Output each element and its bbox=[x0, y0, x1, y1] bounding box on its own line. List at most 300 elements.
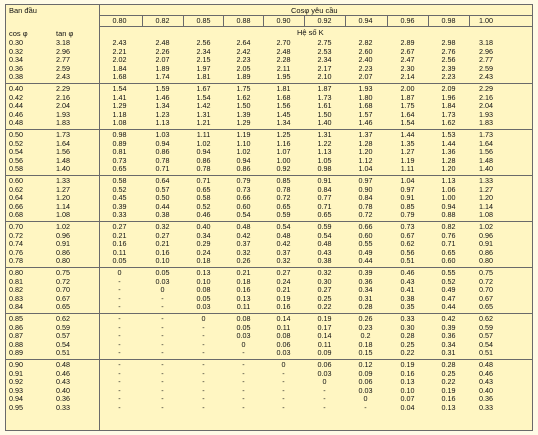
k-value: 0.70 bbox=[479, 285, 493, 295]
k-value: 0.72 bbox=[276, 193, 291, 203]
k-value: - bbox=[364, 403, 367, 412]
k-value: 0.19 bbox=[400, 360, 415, 369]
row-tan-phi: 0.36 bbox=[56, 394, 70, 404]
k-value: 0.73 bbox=[400, 222, 415, 231]
row-cos-phi: 0.56 bbox=[9, 155, 23, 165]
k-value: 0.11 bbox=[112, 247, 127, 257]
k-value: 0.91 bbox=[400, 193, 415, 203]
row-cos-phi: 0.85 bbox=[9, 314, 23, 323]
row-tan-phi: 1.56 bbox=[56, 147, 70, 157]
k-value: 0.28 bbox=[400, 331, 415, 341]
k-value: 2.82 bbox=[358, 38, 373, 47]
k-value: 0.67 bbox=[479, 293, 493, 303]
k-value: 0.22 bbox=[317, 302, 332, 312]
k-value: 0.40 bbox=[196, 222, 211, 231]
row-tan-phi: 2.04 bbox=[56, 101, 70, 111]
k-value: - bbox=[118, 293, 121, 303]
k-value: 1.46 bbox=[155, 92, 170, 102]
row-tan-phi: 1.27 bbox=[56, 184, 70, 194]
k-value: 0.16 bbox=[276, 302, 291, 312]
row-cos-phi: 0.52 bbox=[9, 138, 23, 148]
k-value: - bbox=[118, 331, 121, 341]
row-cos-phi: 0.34 bbox=[9, 55, 23, 65]
k-value: - bbox=[118, 368, 121, 378]
k-value: 0.52 bbox=[112, 184, 127, 194]
target-cos-value: 0.82 bbox=[155, 16, 170, 25]
k-value: 2.96 bbox=[479, 46, 493, 56]
k-value: 1.48 bbox=[479, 155, 493, 165]
k-value: 1.20 bbox=[441, 164, 456, 174]
k-value: 0.05 bbox=[196, 293, 211, 303]
row-cos-phi: 0.32 bbox=[9, 46, 23, 56]
k-value: - bbox=[118, 322, 121, 332]
k-value: 2.70 bbox=[276, 38, 291, 47]
k-value: 0.19 bbox=[441, 385, 456, 395]
row-tan-phi: 0.40 bbox=[56, 385, 70, 395]
row-cos-phi: 0.48 bbox=[9, 118, 23, 128]
k-value: 0.29 bbox=[196, 239, 211, 249]
k-value: 1.68 bbox=[276, 92, 291, 102]
k-value: - bbox=[161, 385, 164, 395]
k-value: - bbox=[202, 348, 205, 358]
k-value: 1.54 bbox=[400, 118, 415, 128]
k-value: 0.78 bbox=[358, 201, 373, 211]
k-value: 0.38 bbox=[400, 293, 415, 303]
k-value: - bbox=[161, 348, 164, 358]
k-value: 1.04 bbox=[358, 164, 373, 174]
k-value: 2.23 bbox=[236, 55, 251, 65]
k-value: 0.04 bbox=[400, 403, 415, 412]
k-value: 0.16 bbox=[155, 247, 170, 257]
header-required-cos: Cosφ yêu cầu bbox=[291, 6, 338, 15]
k-value: 1.89 bbox=[155, 63, 170, 73]
k-value: 0.66 bbox=[358, 222, 373, 231]
target-cos-value: 0.85 bbox=[196, 16, 211, 25]
row-tan-phi: 0.86 bbox=[56, 247, 70, 257]
row-cos-phi: 0.44 bbox=[9, 101, 23, 111]
k-value: - bbox=[202, 403, 205, 412]
k-value: 1.50 bbox=[317, 109, 332, 119]
k-value: - bbox=[118, 377, 121, 387]
k-value: 1.31 bbox=[317, 130, 332, 139]
k-value: 1.20 bbox=[479, 193, 493, 203]
k-value: 0.98 bbox=[112, 130, 127, 139]
row-cos-phi: 0.60 bbox=[9, 176, 23, 185]
k-value: 0.55 bbox=[358, 239, 373, 249]
k-value: 0.32 bbox=[155, 222, 170, 231]
k-value: - bbox=[242, 368, 245, 378]
header-initial: Ban đầu bbox=[9, 6, 37, 15]
k-value: 1.87 bbox=[317, 84, 332, 93]
k-value: - bbox=[202, 331, 205, 341]
row-cos-phi: 0.42 bbox=[9, 92, 23, 102]
k-value: 1.57 bbox=[358, 109, 373, 119]
k-value: 0 bbox=[241, 339, 246, 349]
k-value: 1.04 bbox=[400, 176, 415, 185]
k-value: 0.51 bbox=[479, 348, 493, 358]
row-tan-phi: 2.96 bbox=[56, 46, 70, 56]
k-value: 0.33 bbox=[112, 210, 127, 220]
k-value: 0.54 bbox=[479, 339, 493, 349]
k-value: 1.19 bbox=[236, 130, 251, 139]
row-cos-phi: 0.94 bbox=[9, 394, 23, 404]
k-value: 0.24 bbox=[276, 276, 291, 286]
k-value: 0.42 bbox=[441, 314, 456, 323]
row-tan-phi: 0.75 bbox=[56, 268, 70, 277]
k-value: - bbox=[118, 403, 121, 412]
target-column-divider bbox=[263, 15, 264, 27]
k-value: 2.10 bbox=[317, 72, 332, 82]
k-value: - bbox=[242, 377, 245, 387]
row-tan-phi: 1.02 bbox=[56, 222, 70, 231]
k-value: - bbox=[161, 314, 164, 323]
k-value: 1.19 bbox=[400, 155, 415, 165]
k-value: 2.98 bbox=[441, 38, 456, 47]
k-value: - bbox=[161, 368, 164, 378]
k-value: 0.44 bbox=[358, 256, 373, 266]
k-value: 1.39 bbox=[236, 109, 251, 119]
k-value: 0.59 bbox=[317, 222, 332, 231]
k-value: 0.06 bbox=[358, 377, 373, 387]
row-cos-phi: 0.83 bbox=[9, 293, 23, 303]
k-value: - bbox=[118, 394, 121, 404]
k-value: 1.93 bbox=[479, 109, 493, 119]
k-value: 0.42 bbox=[276, 239, 291, 249]
k-value: 2.17 bbox=[317, 63, 332, 73]
row-tan-phi: 0.54 bbox=[56, 339, 70, 349]
k-value: 1.68 bbox=[358, 101, 373, 111]
k-value: 0.71 bbox=[317, 201, 332, 211]
k-value: 0.94 bbox=[196, 147, 211, 157]
k-value: - bbox=[118, 276, 121, 286]
k-value: 2.23 bbox=[358, 63, 373, 73]
k-value: 0.84 bbox=[317, 184, 332, 194]
header-tan-phi: tan φ bbox=[56, 29, 74, 38]
k-value: 1.54 bbox=[112, 84, 127, 93]
k-value: 0.71 bbox=[441, 239, 456, 249]
header-coefficient-k: Hệ số K bbox=[297, 28, 324, 37]
k-value: 2.34 bbox=[317, 55, 332, 65]
k-value: 0.54 bbox=[276, 222, 291, 231]
k-value: 0.59 bbox=[276, 210, 291, 220]
k-value: - bbox=[282, 368, 285, 378]
k-value: 0.75 bbox=[479, 268, 493, 277]
target-cos-value: 1.00 bbox=[479, 16, 493, 25]
row-cos-phi: 0.72 bbox=[9, 230, 23, 240]
k-value: 1.56 bbox=[276, 101, 291, 111]
row-cos-phi: 0.74 bbox=[9, 239, 23, 249]
target-row-divider bbox=[99, 26, 533, 27]
k-value: 0.39 bbox=[441, 322, 456, 332]
k-value: 0.35 bbox=[400, 302, 415, 312]
k-value: 2.30 bbox=[400, 63, 415, 73]
row-cos-phi: 0.62 bbox=[9, 184, 23, 194]
k-value: 0.86 bbox=[236, 164, 251, 174]
target-column-divider bbox=[142, 15, 143, 27]
k-value: - bbox=[282, 377, 285, 387]
header-cos-phi: cos φ bbox=[9, 29, 28, 38]
k-value: 1.10 bbox=[236, 138, 251, 148]
row-tan-phi: 0.46 bbox=[56, 368, 70, 378]
row-tan-phi: 3.18 bbox=[56, 38, 70, 47]
k-value: 2.29 bbox=[479, 84, 493, 93]
row-cos-phi: 0.70 bbox=[9, 222, 23, 231]
k-value: 1.81 bbox=[276, 84, 291, 93]
k-value: 0 bbox=[363, 394, 368, 404]
k-value: - bbox=[282, 403, 285, 412]
k-value: 1.62 bbox=[236, 92, 251, 102]
k-value: - bbox=[202, 360, 205, 369]
k-value: 2.16 bbox=[479, 92, 493, 102]
row-cos-phi: 0.86 bbox=[9, 322, 23, 332]
k-value: 0.77 bbox=[317, 193, 332, 203]
k-value: 0.44 bbox=[441, 302, 456, 312]
k-value: 0.79 bbox=[400, 210, 415, 220]
row-cos-phi: 0.58 bbox=[9, 164, 23, 174]
k-value: 0.49 bbox=[441, 285, 456, 295]
k-value: 0.26 bbox=[358, 314, 373, 323]
k-value: 0.58 bbox=[112, 176, 127, 185]
k-value: 0.21 bbox=[155, 239, 170, 249]
row-cos-phi: 0.87 bbox=[9, 331, 23, 341]
k-value: 1.40 bbox=[479, 164, 493, 174]
k-value: 2.09 bbox=[441, 84, 456, 93]
k-value: 2.28 bbox=[276, 55, 291, 65]
k-value: 0.05 bbox=[112, 256, 127, 266]
target-cos-value: 0.90 bbox=[276, 16, 291, 25]
k-value: 1.97 bbox=[196, 63, 211, 73]
k-value: 0.71 bbox=[155, 164, 170, 174]
k-value: 1.64 bbox=[479, 138, 493, 148]
k-value: 0.27 bbox=[276, 268, 291, 277]
row-cos-phi: 0.76 bbox=[9, 247, 23, 257]
k-value: 2.42 bbox=[236, 46, 251, 56]
k-value: 1.07 bbox=[276, 147, 291, 157]
row-cos-phi: 0.40 bbox=[9, 84, 23, 93]
k-value: 1.64 bbox=[400, 109, 415, 119]
row-tan-phi: 2.29 bbox=[56, 84, 70, 93]
k-value: 0 bbox=[281, 360, 286, 369]
k-value: 0.60 bbox=[236, 201, 251, 211]
k-value: 0.03 bbox=[276, 348, 291, 358]
k-value: - bbox=[118, 314, 121, 323]
row-cos-phi: 0.30 bbox=[9, 38, 23, 47]
k-value: 0.91 bbox=[317, 176, 332, 185]
k-value: 0.49 bbox=[358, 247, 373, 257]
k-value: 0.73 bbox=[112, 155, 127, 165]
k-value: 1.89 bbox=[236, 72, 251, 82]
k-value: 1.00 bbox=[276, 155, 291, 165]
k-value: 0.14 bbox=[317, 331, 332, 341]
k-value: 2.60 bbox=[358, 46, 373, 56]
k-value: 0.78 bbox=[276, 184, 291, 194]
k-value: 0.19 bbox=[276, 293, 291, 303]
k-value: 1.75 bbox=[236, 84, 251, 93]
k-value: 0.32 bbox=[236, 247, 251, 257]
k-value: 1.21 bbox=[196, 118, 211, 128]
k-value: - bbox=[161, 339, 164, 349]
k-value: 0.59 bbox=[479, 322, 493, 332]
target-cos-value: 0.96 bbox=[400, 16, 415, 25]
k-value: 1.84 bbox=[441, 101, 456, 111]
k-value: 0.08 bbox=[276, 331, 291, 341]
k-value: 0.71 bbox=[196, 176, 211, 185]
k-value: - bbox=[202, 377, 205, 387]
k-value: 2.15 bbox=[196, 55, 211, 65]
k-value: 0.33 bbox=[479, 403, 493, 412]
k-value: 0.54 bbox=[317, 230, 332, 240]
k-value: 0.34 bbox=[358, 285, 373, 295]
k-value: 0.22 bbox=[441, 377, 456, 387]
k-value: 0.85 bbox=[400, 201, 415, 211]
k-value: 0.65 bbox=[441, 247, 456, 257]
k-value: 1.61 bbox=[317, 101, 332, 111]
k-value: 1.37 bbox=[358, 130, 373, 139]
k-value: 0.28 bbox=[358, 302, 373, 312]
k-value: 0.10 bbox=[400, 385, 415, 395]
k-value: 0.65 bbox=[112, 164, 127, 174]
k-value: 1.73 bbox=[317, 92, 332, 102]
k-value: 1.68 bbox=[112, 72, 127, 82]
k-value: 0.42 bbox=[236, 230, 251, 240]
k-value: 0.88 bbox=[441, 210, 456, 220]
k-value: 0.72 bbox=[358, 210, 373, 220]
k-value: 1.96 bbox=[441, 92, 456, 102]
row-cos-phi: 0.68 bbox=[9, 210, 23, 220]
k-value: 1.27 bbox=[400, 147, 415, 157]
k-value: 0.32 bbox=[276, 256, 291, 266]
k-value: 1.11 bbox=[196, 130, 211, 139]
k-value: 0.37 bbox=[236, 239, 251, 249]
k-value: 1.11 bbox=[400, 164, 415, 174]
k-value: 0.13 bbox=[400, 377, 415, 387]
k-value: 0.45 bbox=[112, 193, 127, 203]
k-value: 3.18 bbox=[479, 38, 493, 47]
k-value: 0.65 bbox=[276, 201, 291, 211]
k-value: 0.41 bbox=[400, 285, 415, 295]
target-cos-value: 0.94 bbox=[358, 16, 373, 25]
k-value: 2.00 bbox=[400, 84, 415, 93]
k-value: 0.27 bbox=[112, 222, 127, 231]
k-value: 0 bbox=[160, 285, 165, 295]
k-value: - bbox=[118, 285, 121, 295]
row-tan-phi: 1.14 bbox=[56, 201, 70, 211]
k-value: 0.65 bbox=[196, 184, 211, 194]
k-value: - bbox=[161, 403, 164, 412]
row-tan-phi: 0.51 bbox=[56, 348, 70, 358]
target-cos-value: 0.88 bbox=[236, 16, 251, 25]
k-value: 2.07 bbox=[358, 72, 373, 82]
target-column-divider bbox=[345, 15, 346, 27]
k-value: 0 bbox=[322, 377, 327, 387]
k-value: 0.39 bbox=[358, 268, 373, 277]
k-value: 0.18 bbox=[236, 276, 251, 286]
k-value: 0.16 bbox=[112, 239, 127, 249]
k-value: 0.78 bbox=[196, 164, 211, 174]
k-value: - bbox=[242, 385, 245, 395]
k-value: 0.21 bbox=[236, 268, 251, 277]
k-value: 0.43 bbox=[479, 377, 493, 387]
k-value: 0.28 bbox=[441, 360, 456, 369]
k-value: 0.32 bbox=[317, 268, 332, 277]
k-value: 0.60 bbox=[441, 256, 456, 266]
k-value: 2.26 bbox=[155, 46, 170, 56]
target-column-divider bbox=[304, 15, 305, 27]
k-value: 0.54 bbox=[236, 210, 251, 220]
k-value: 2.47 bbox=[400, 55, 415, 65]
k-value: - bbox=[118, 360, 121, 369]
k-value: 0.43 bbox=[317, 247, 332, 257]
k-value: 0.19 bbox=[317, 314, 332, 323]
k-value: 0.58 bbox=[196, 193, 211, 203]
k-value: 1.08 bbox=[479, 210, 493, 220]
k-value: 1.93 bbox=[358, 84, 373, 93]
k-value: 1.81 bbox=[196, 72, 211, 82]
k-value: 0.66 bbox=[236, 193, 251, 203]
k-value: 1.25 bbox=[276, 130, 291, 139]
row-tan-phi: 2.43 bbox=[56, 72, 70, 82]
k-value: - bbox=[118, 385, 121, 395]
k-value: 0.03 bbox=[358, 385, 373, 395]
k-value: 2.34 bbox=[196, 46, 211, 56]
k-value: - bbox=[323, 394, 326, 404]
k-value: 1.02 bbox=[196, 138, 211, 148]
k-value: 0.79 bbox=[236, 176, 251, 185]
k-value: 1.33 bbox=[479, 176, 493, 185]
k-value: 0.09 bbox=[317, 348, 332, 358]
k-value: - bbox=[161, 377, 164, 387]
k-value: 1.40 bbox=[317, 118, 332, 128]
k-value: 0.08 bbox=[196, 285, 211, 295]
k-value: 0 bbox=[117, 268, 122, 277]
k-value: - bbox=[161, 331, 164, 341]
k-value: 1.02 bbox=[479, 222, 493, 231]
k-value: 1.08 bbox=[112, 118, 127, 128]
row-tan-phi: 1.40 bbox=[56, 164, 70, 174]
k-value: 0.47 bbox=[441, 293, 456, 303]
k-value: 1.31 bbox=[196, 109, 211, 119]
k-value: 1.20 bbox=[358, 147, 373, 157]
k-value: 0.2 bbox=[360, 331, 371, 341]
k-value: 2.39 bbox=[441, 63, 456, 73]
k-value: 0.48 bbox=[479, 360, 493, 369]
k-value: 1.03 bbox=[155, 130, 170, 139]
k-value: 1.84 bbox=[112, 63, 127, 73]
k-value: 0.78 bbox=[155, 155, 170, 165]
k-value: 0.05 bbox=[155, 268, 170, 277]
target-column-divider bbox=[183, 15, 184, 27]
k-value: 0.31 bbox=[358, 293, 373, 303]
k-value: - bbox=[202, 394, 205, 404]
k-value: 0.16 bbox=[441, 394, 456, 404]
k-value: 2.23 bbox=[441, 72, 456, 82]
k-value: 0.48 bbox=[236, 222, 251, 231]
k-value: 2.64 bbox=[236, 38, 251, 47]
k-value: 0.05 bbox=[236, 322, 251, 332]
k-value: 2.67 bbox=[400, 46, 415, 56]
k-value: 1.41 bbox=[112, 92, 127, 102]
k-value: 0.89 bbox=[112, 138, 127, 148]
compensation-table bbox=[5, 4, 533, 431]
row-cos-phi: 0.78 bbox=[9, 256, 23, 266]
target-column-divider bbox=[469, 15, 470, 27]
row-tan-phi: 0.67 bbox=[56, 293, 70, 303]
k-value: 0.31 bbox=[441, 348, 456, 358]
k-value: 0.90 bbox=[358, 184, 373, 194]
k-value: 1.56 bbox=[479, 147, 493, 157]
k-value: - bbox=[282, 394, 285, 404]
k-value: 1.53 bbox=[441, 130, 456, 139]
